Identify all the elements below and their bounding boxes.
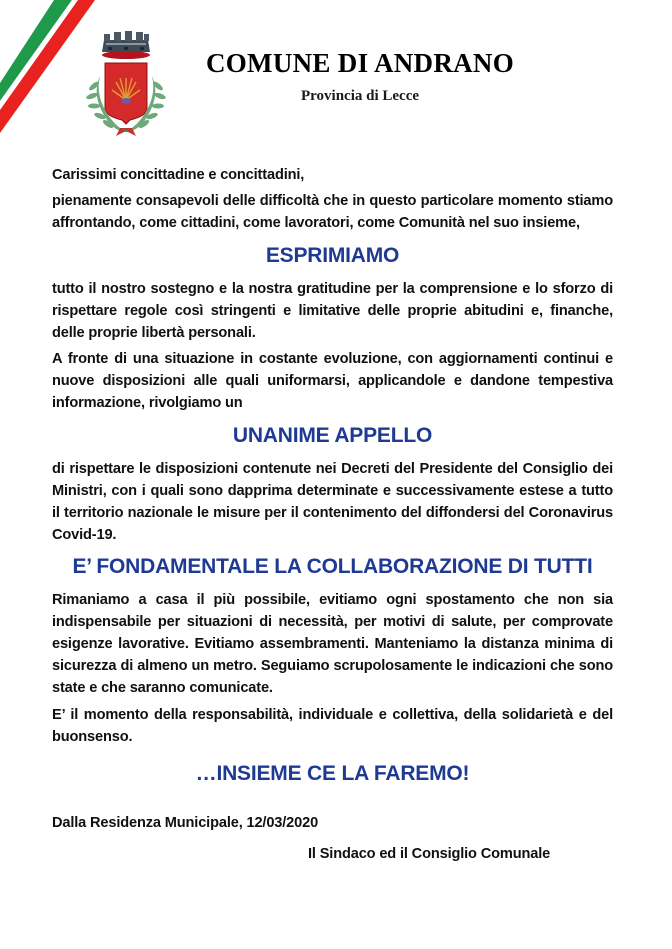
responsibility-paragraph: E’ il momento della responsabilità, individuale e collettiva, della solidarietà e del buonsenso. <box>52 707 613 745</box>
intro-paragraph: pienamente consapevoli delle difficoltà che in questo particolare momento stiamo affrontando, come cittadini, come lavoratori, come Comunità nel suo insieme, <box>52 193 613 231</box>
decrees-paragraph: di rispettare le disposizioni contenute nei Decreti del Presidente del Consiglio dei Ministri, con i quali sono dapprima determinate e successivamente estese a tutto il territorio nazionale le misure per il contenimento del diffondersi del Coronavirus Covid-19. <box>52 461 613 543</box>
signature: Il Sindaco ed il Consiglio Comunale <box>308 846 551 862</box>
heading-unanime-appello: UNANIME APPELLO <box>232 424 433 447</box>
stay-home-paragraph: Rimaniamo a casa il più possibile, evitiamo ogni spostamento che non sia indispensabile per situazioni di necessità, per motivi di salute, per comprovate esigenze lavorative. Evitiamo assembramenti. Manteniamo la distanza minima di sicurezza di almeno un metro. Seguiamo scrupolosamente le indicazioni che sono state e che saranno comunicate. <box>52 592 613 696</box>
shield-icon <box>105 63 147 124</box>
heading-esprimiamo: ESPRIMIAMO <box>265 244 400 267</box>
heading-insieme: …INSIEME CE LA FAREMO! <box>195 762 470 785</box>
crown-icon <box>102 31 150 59</box>
situation-paragraph: A fronte di una situazione in costante evoluzione, con aggiornamenti continui e nuove disposizioni alle quali uniformarsi, applicandole e dandone tempestiva informazione, rivolgiamo un <box>52 351 613 411</box>
greeting: Carissimi concittadine e concittadini, <box>52 167 305 183</box>
municipality-title: COMUNE DI ANDRANO <box>205 48 515 78</box>
gratitude-paragraph: tutto il nostro sostegno e la nostra gratitudine per la comprensione e lo sforzo di rispettare regole così stringenti e limitative delle proprie abitudini e, finanche, delle proprie libertà personali. <box>52 281 613 341</box>
heading-collaborazione: E’ FONDAMENTALE LA COLLABORAZIONE DI TUTTI <box>72 555 593 578</box>
coat-of-arms-icon <box>80 28 172 140</box>
letter-body <box>52 164 613 865</box>
province-subtitle: Provincia di Lecce <box>300 88 420 104</box>
place-and-date: Dalla Residenza Municipale, 12/03/2020 <box>52 815 319 831</box>
